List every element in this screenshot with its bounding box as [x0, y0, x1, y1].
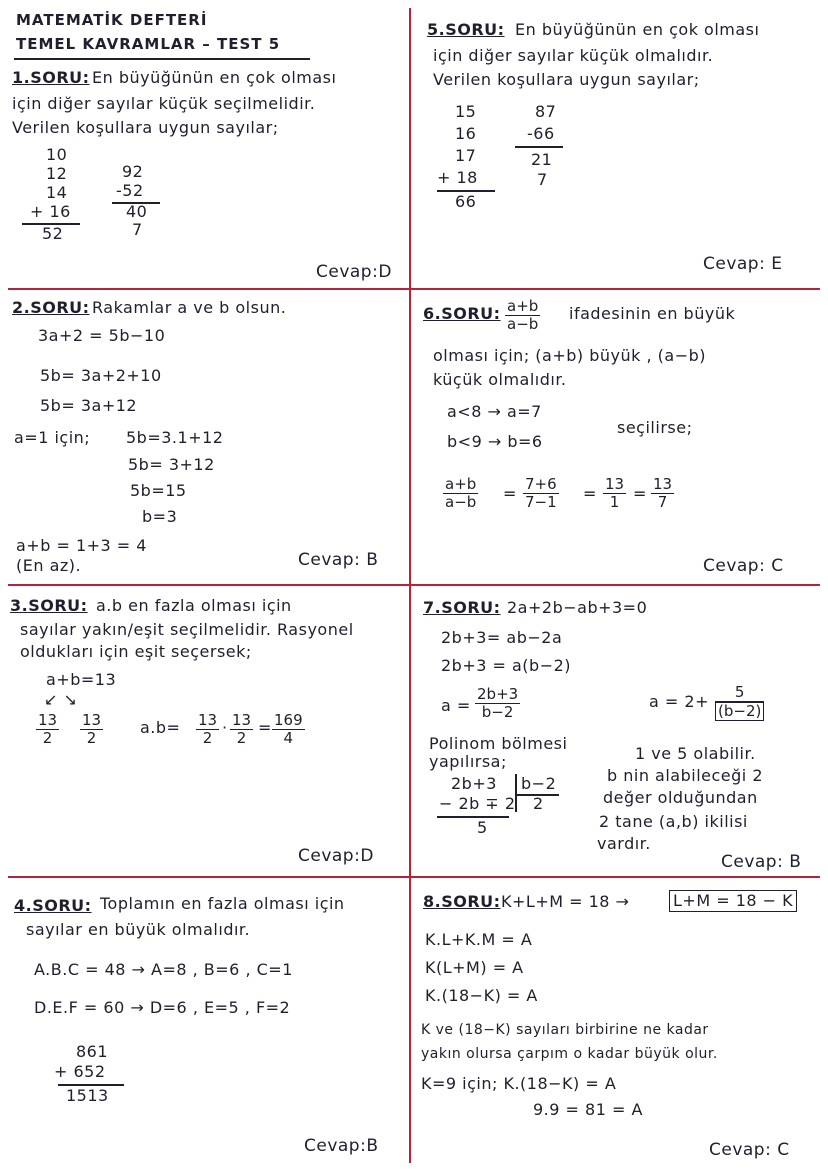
q7-div-remainder: 5 — [477, 818, 488, 837]
q3-p2-num: 13 — [232, 711, 252, 729]
q5-addend-1: 15 — [455, 102, 477, 121]
q7-div-rem-line — [437, 816, 509, 818]
q8-text-line-1: K ve (18−K) sayıları birbirine ne kadar — [421, 1022, 709, 1038]
q5-addend-2: 16 — [455, 124, 477, 143]
subtitle-underline — [14, 58, 310, 60]
q3-eq-1: a+b=13 — [46, 670, 117, 689]
q3-f1-den: 2 — [42, 729, 53, 747]
q4-sum: 1513 — [66, 1086, 109, 1105]
q4-eq-2: D.E.F = 60 → D=6 , E=5 , F=2 — [34, 998, 291, 1017]
q7-a-den: b−2 — [481, 703, 514, 721]
q6-expression-fraction — [505, 298, 540, 333]
q3-product-prefix: a.b= — [140, 718, 181, 737]
q2-eq-7: b=3 — [142, 507, 178, 526]
q3-fraction-a — [36, 712, 59, 747]
q1-text-line-3: Verilen koşullara uygun sayılar; — [12, 118, 279, 137]
q1-label: 1.SORU: — [12, 68, 90, 87]
q6-u-num: 13 — [653, 475, 673, 493]
q6-expression-num: a+b — [507, 297, 539, 315]
q4-add-1: 861 — [76, 1042, 109, 1061]
q5-text-line-2: için diğer sayılar küçük olmalıdır. — [433, 46, 714, 65]
q5-label: 5.SORU: — [427, 20, 505, 39]
q1-addend-2: 12 — [46, 164, 68, 183]
question-7-cell — [411, 586, 828, 876]
q6-eq-3: = — [633, 484, 647, 503]
q8-eq-2: K(L+M) = A — [425, 958, 524, 977]
q3-f2-den: 2 — [86, 729, 97, 747]
q7-div-quotient: 2 — [533, 794, 544, 813]
q6-result-fraction-2 — [523, 476, 559, 511]
question-3-cell — [0, 586, 409, 876]
q5-sub-result: 21 — [531, 150, 553, 169]
q3-text-line-2: sayılar yakın/eşit seçilmelidir. Rasyonel — [20, 620, 354, 639]
q2-eq-3: 5b= 3a+12 — [40, 396, 138, 415]
q6-cond-1: a<8 → a=7 — [447, 402, 542, 421]
q8-eq-1: K.L+K.M = A — [425, 930, 533, 949]
q6-eq-1: = — [503, 484, 517, 503]
q6-r-num: a+b — [445, 475, 477, 493]
q2-eq-2: 5b= 3a+2+10 — [40, 366, 162, 385]
q7-a-num: 2b+3 — [477, 685, 519, 703]
q7-div-dividend: 2b+3 — [451, 774, 497, 793]
q2-label: 2.SORU: — [12, 298, 90, 317]
page-title: MATEMATİK DEFTERİ — [16, 11, 208, 29]
q3-res-den: 4 — [283, 729, 294, 747]
q3-res-num: 169 — [274, 711, 303, 729]
q2-answer: Cevap: B — [298, 550, 379, 570]
q7-note-2: b nin alabileceği 2 — [607, 766, 764, 785]
page-subtitle: TEMEL KAVRAMLAR – TEST 5 — [16, 35, 281, 53]
q4-text-line-1: Toplamın en fazla olması için — [100, 894, 345, 913]
q3-label: 3.SORU: — [10, 596, 88, 615]
q4-add-2: + 652 — [54, 1062, 106, 1081]
q7-a-eq: a = — [441, 696, 471, 715]
question-2-cell — [0, 290, 409, 584]
q3-product-result — [272, 712, 305, 747]
q6-answer: Cevap: C — [703, 556, 784, 576]
q7-eq-0: 2a+2b−ab+3=0 — [507, 598, 648, 617]
q6-u-den: 7 — [657, 493, 668, 511]
q2-eq-1: 3a+2 = 5b−10 — [38, 326, 166, 345]
question-5-cell — [411, 0, 828, 288]
q5-addend-4: + 18 — [437, 168, 478, 187]
q7-note-5: vardır. — [597, 834, 651, 853]
q7-label: 7.SORU: — [423, 598, 501, 617]
q6-s-den: 7−1 — [525, 493, 557, 511]
q1-sub-minus: -52 — [116, 181, 144, 200]
q1-sub-top: 92 — [122, 162, 144, 181]
q6-result-fraction-1 — [443, 476, 478, 511]
q3-product-fraction-2 — [230, 712, 253, 747]
q1-text-line-2: için diğer sayılar küçük seçilmelidir. — [12, 94, 316, 113]
q8-label: 8.SORU: — [423, 892, 501, 911]
q1-sum: 52 — [42, 224, 64, 243]
question-8-cell — [411, 878, 828, 1169]
q6-eq-2: = — [583, 484, 597, 503]
q6-r-den: a−b — [445, 493, 477, 511]
q3-answer: Cevap:D — [298, 846, 374, 866]
q2-eq-4: 5b=3.1+12 — [126, 428, 224, 447]
q1-addend-1: 10 — [46, 145, 68, 164]
q6-t-den: 1 — [609, 493, 620, 511]
q7-note-1: 1 ve 5 olabilir. — [635, 744, 756, 763]
q6-t-num: 13 — [605, 475, 625, 493]
q7-a2-num: 5 — [715, 684, 764, 702]
q2-eq-4-prefix: a=1 için; — [14, 428, 91, 447]
question-4-cell — [0, 878, 409, 1169]
q1-addend-3: 14 — [46, 183, 68, 202]
q2-eq-9: (En az). — [16, 556, 82, 575]
q8-eq-3: K.(18−K) = A — [425, 986, 538, 1005]
q6-label: 6.SORU: — [423, 304, 501, 323]
q7-note-3: değer olduğundan — [603, 788, 758, 807]
q3-f2-num: 13 — [82, 711, 102, 729]
q6-text-line-3: küçük olmalıdır. — [433, 370, 567, 389]
q8-answer: Cevap: C — [709, 1140, 790, 1160]
q7-a2-den: (b−2) — [715, 702, 764, 721]
q3-f1-num: 13 — [38, 711, 58, 729]
q7-answer: Cevap: B — [721, 852, 802, 872]
q5-sub-top: 87 — [535, 102, 557, 121]
q8-eq-4: K=9 için; K.(18−K) = A — [421, 1074, 617, 1093]
q5-sum: 66 — [455, 192, 477, 211]
q3-product-eq: = — [258, 718, 272, 737]
q3-p1-den: 2 — [202, 729, 213, 747]
q5-sub-note: 7 — [537, 170, 548, 189]
q2-text-line-1: Rakamlar a ve b olsun. — [92, 298, 287, 317]
q1-answer: Cevap:D — [316, 262, 392, 282]
q7-eq-1: 2b+3= ab−2a — [441, 628, 563, 647]
q3-p1-num: 13 — [198, 711, 218, 729]
q7-poly-line-1: Polinom bölmesi — [429, 734, 568, 753]
q3-product-dot: · — [222, 718, 228, 737]
q3-text-line-3: oldukları için eşit seçersek; — [20, 642, 252, 661]
q5-answer: Cevap: E — [703, 254, 783, 274]
q3-fraction-b — [80, 712, 103, 747]
q8-text-line-2: yakın olursa çarpım o kadar büyük olur. — [421, 1046, 718, 1062]
q5-sub-line — [515, 146, 563, 148]
q5-sub-minus: -66 — [527, 124, 555, 143]
q7-div-subtract: − 2b ∓ 2 — [439, 794, 516, 813]
q4-answer: Cevap:B — [304, 1136, 379, 1156]
q8-eq-0: K+L+M = 18 → — [501, 892, 630, 911]
q4-text-line-2: sayılar en büyük olmalıdır. — [26, 920, 251, 939]
question-1-cell — [0, 0, 409, 288]
q8-eq-5: 9.9 = 81 = A — [533, 1100, 643, 1119]
q2-eq-5: 5b= 3+12 — [128, 455, 215, 474]
q7-a2-fraction — [715, 684, 764, 721]
q8-boxed-eq: L+M = 18 − K — [669, 890, 797, 912]
q6-cond-2: b<9 → b=6 — [447, 432, 543, 451]
q7-a-fraction — [475, 686, 520, 721]
q6-s-num: 7+6 — [525, 475, 557, 493]
q2-eq-8: a+b = 1+3 = 4 — [16, 536, 147, 555]
question-6-cell — [411, 290, 828, 584]
q7-a2-prefix: a = 2+ — [649, 692, 709, 711]
q3-product-fraction-1 — [196, 712, 219, 747]
q3-p2-den: 2 — [236, 729, 247, 747]
q5-addend-3: 17 — [455, 146, 477, 165]
q7-poly-line-2: yapılırsa; — [429, 752, 507, 771]
q1-text-line-1: En büyüğünün en çok olması — [92, 68, 337, 87]
q4-label: 4.SORU: — [14, 896, 92, 915]
q3-arrows: ↙ ↘ — [44, 690, 78, 709]
q6-result-fraction-4 — [651, 476, 674, 511]
q6-text-line-1: ifadesinin en büyük — [569, 304, 736, 323]
q5-text-line-1: En büyüğünün en çok olması — [515, 20, 760, 39]
q4-eq-1: A.B.C = 48 → A=8 , B=6 , C=1 — [34, 960, 293, 979]
q6-expression-den: a−b — [507, 315, 539, 333]
q6-chosen: seçilirse; — [617, 418, 693, 437]
q2-eq-6: 5b=15 — [130, 481, 187, 500]
q7-note-4: 2 tane (a,b) ikilisi — [599, 812, 748, 831]
q5-text-line-3: Verilen koşullara uygun sayılar; — [433, 70, 700, 89]
q1-sub-note: 7 — [132, 220, 143, 239]
q7-div-divisor: b−2 — [521, 774, 557, 793]
q6-result-fraction-3 — [603, 476, 626, 511]
q7-eq-2: 2b+3 = a(b−2) — [441, 656, 572, 675]
q1-addend-4: + 16 — [30, 202, 71, 221]
q3-text-line-1: a.b en fazla olması için — [96, 596, 292, 615]
q6-text-line-2: olması için; (a+b) büyük , (a−b) — [433, 346, 707, 365]
q1-sub-result: 40 — [126, 202, 148, 221]
